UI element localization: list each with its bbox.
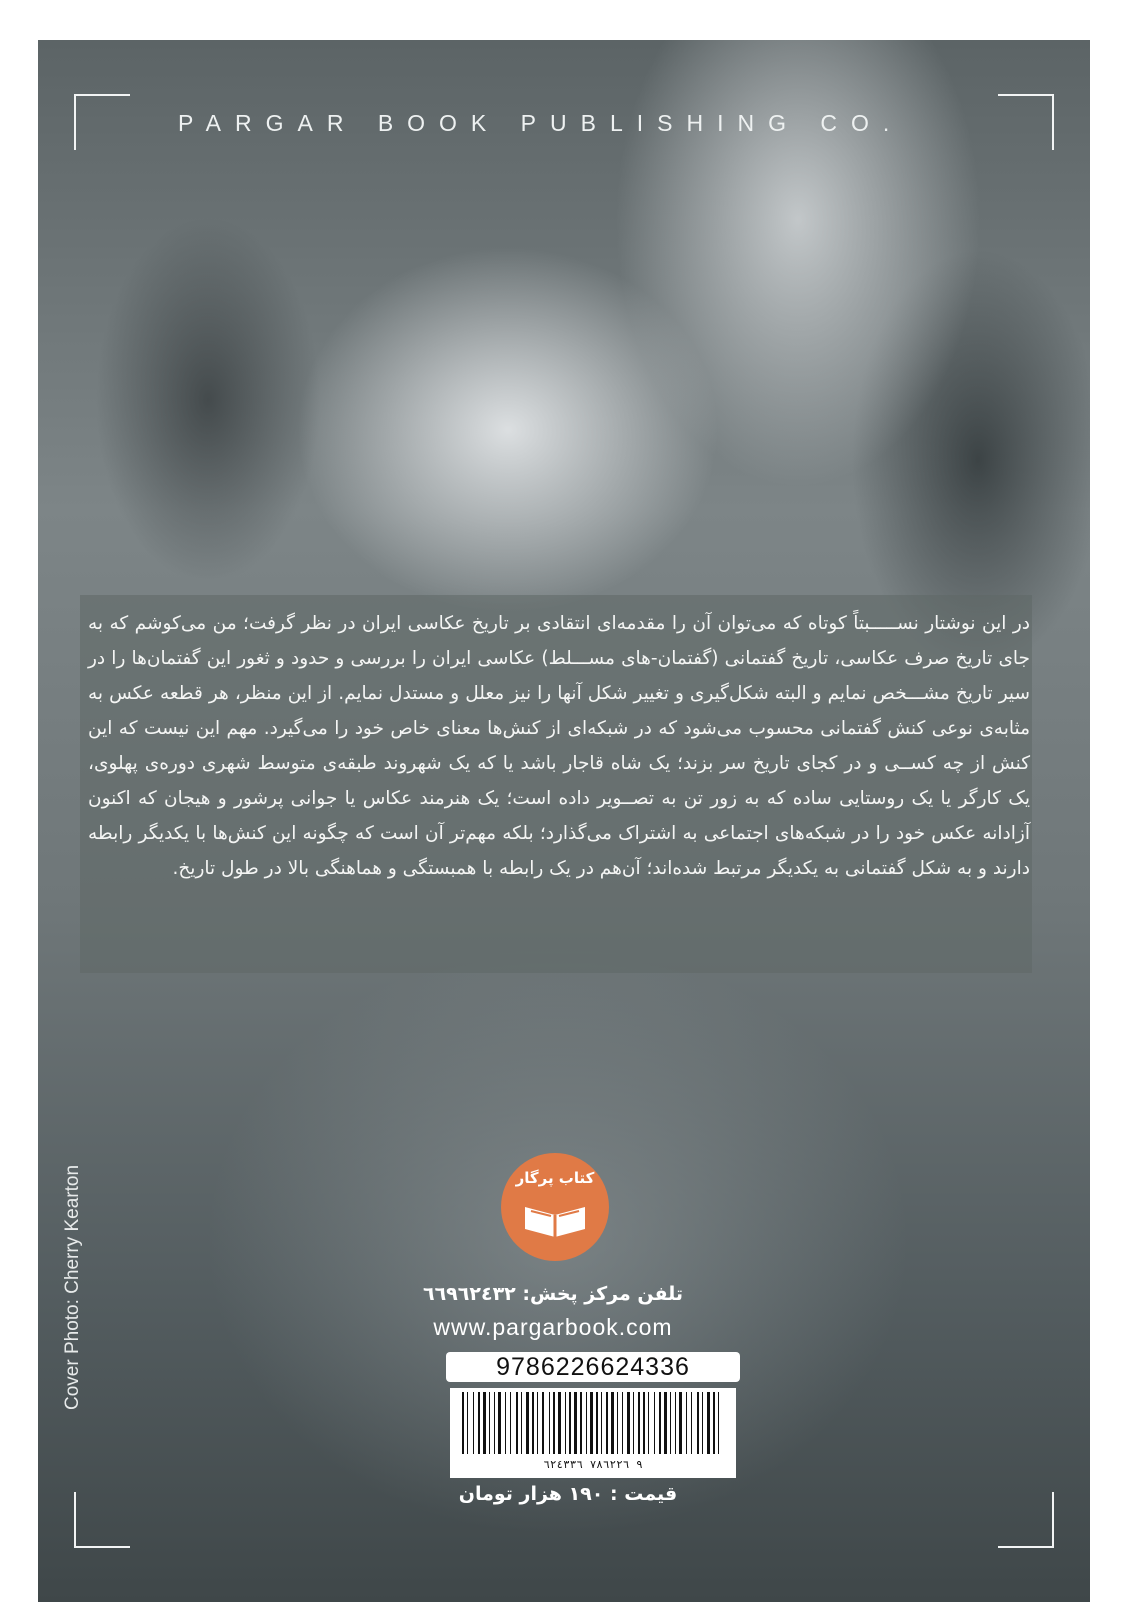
frame-corner-bottom-right xyxy=(998,1492,1054,1548)
back-cover xyxy=(38,40,1090,1602)
barcode-bars xyxy=(458,1392,728,1456)
website-url[interactable]: www.pargarbook.com xyxy=(433,1314,673,1340)
frame-corner-top-left xyxy=(74,94,130,150)
blurb-text: در این نوشتار نســـــبتاً کوتاه که می‌توان آن را مقدمه‌ای انتقادی بر تاریخ عکاسی ایران در نظر گرفت؛ من می‌کوشم که به جای تاریخ صرف عکاسی، تاریخ گفتمانی (گفتمان-های مســـلط) عکاسی ایران را بررسی و حدود و ثغور این گفتمان‌ها را در سیر تاریخ مشـــخص نمایم و البته شکل‌گیری و تغییر شکل آنها را نیز معلل و مستدل نمایم. از این منظر، هر قطعه عکس به مثابه‌ی نوعی کنش گفتمانی محسوب می‌شود که در شبکه‌ای از کنش‌ها معنای خاص خود را می‌گیرد. مهم این نیست که این کنش از چه کســی و در کجای تاریخ سر بزند؛ یک شاه قاجار باشد یا که یک شهروند طبقه‌ی متوسط شهری دوره‌ی پهلوی، یک کارگر یا یک روستایی ساده که به زور تن به تصــویر داده است؛ یک هنرمند عکاس یا جوانی پرشور و هیجان که اکنون آزادانه عکس خود را در شبکه‌های اجتماعی به اشتراک می‌گذارد؛ بلکه مهم‌تر آن است که چگونه این کنش‌ها با یکدیگر رابطه دارند و به شکل گفتمانی به یکدیگر مرتبط شده‌اند؛ آن‌هم در یک رابطه با همبستگی و هماهنگی بالا در طول تاریخ. xyxy=(88,613,1030,879)
cover-photo-credit: Cover Photo: Cherry Kearton xyxy=(62,1164,83,1410)
barcode-digits: ٩ ٧٨٦٢٢٦ ٦٢٤٣٣٦ xyxy=(543,1458,643,1471)
barcode xyxy=(450,1388,736,1478)
frame-corner-bottom-left xyxy=(74,1492,130,1548)
publisher-logo xyxy=(501,1153,609,1261)
publisher-name: PARGAR BOOK PUBLISHING CO. xyxy=(178,110,904,136)
frame-corner-top-right xyxy=(998,94,1054,150)
book-icon xyxy=(521,1197,589,1243)
price-label: قیمت : ١٩٠ هزار تومان xyxy=(458,1483,678,1505)
logo-text: کتاب پرگار xyxy=(515,1169,595,1187)
isbn-number: 9786226624336 xyxy=(446,1352,740,1382)
distribution-phone: تلفن مرکز پخش: ٦٦٩٦٢٤٣٢ xyxy=(422,1283,684,1305)
